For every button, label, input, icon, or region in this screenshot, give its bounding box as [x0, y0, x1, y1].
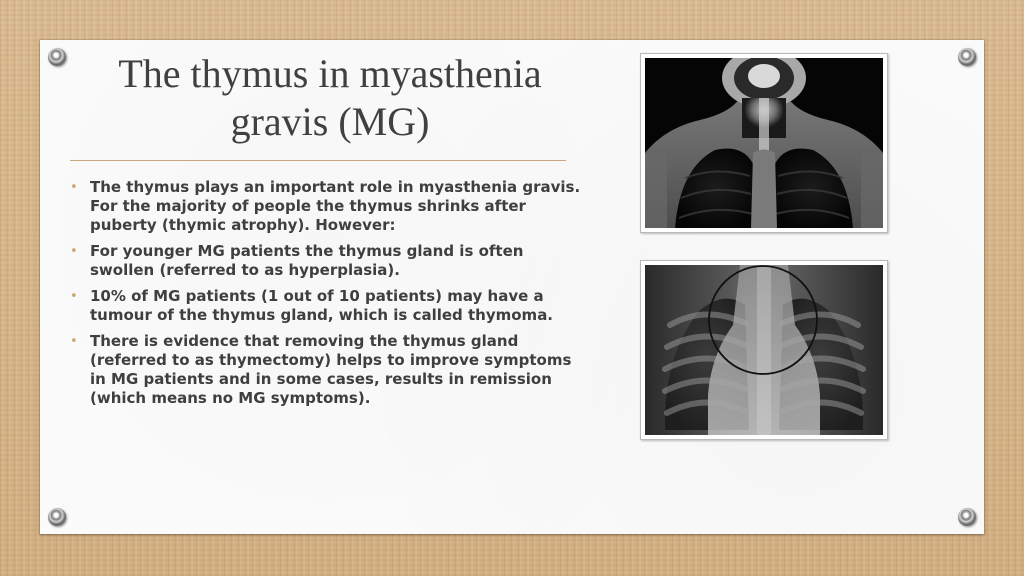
- bullet-list: [70, 178, 590, 415]
- bullet-icon: •: [70, 334, 78, 349]
- bullet-icon: •: [70, 289, 78, 304]
- bullet-text: For younger MG patients the thymus gland is often swollen (referred to as hyperplasia).: [90, 242, 524, 279]
- title-divider: [70, 160, 566, 161]
- bullet-text: 10% of MG patients (1 out of 10 patients) may have a tumour of the thymus gland, which is called thymoma.: [90, 287, 554, 324]
- bullet-item: [70, 287, 590, 325]
- bullet-item: [70, 242, 590, 280]
- bullet-icon: •: [70, 244, 78, 259]
- thumbtack-icon: [48, 508, 66, 526]
- bullet-text: The thymus plays an important role in myasthenia gravis. For the majority of people the thymus shrinks after puberty (thymic atrophy). However:: [90, 178, 581, 234]
- chest-xray-graphic: [645, 265, 883, 435]
- bullet-text: There is evidence that removing the thymus gland (referred to as thymectomy) helps to improve symptoms in MG patients and in some cases, results in remission (which means no MG symptoms).: [90, 332, 572, 407]
- thumbtack-icon: [958, 508, 976, 526]
- mri-scan-image: [640, 53, 888, 233]
- bullet-item: [70, 178, 590, 235]
- chest-xray-image: [640, 260, 888, 440]
- mri-scan-graphic: [645, 58, 883, 228]
- thumbtack-icon: [958, 48, 976, 66]
- thumbtack-icon: [48, 48, 66, 66]
- bullet-icon: •: [70, 180, 78, 195]
- bullet-item: [70, 332, 590, 408]
- slide-title: The thymus in myasthenia gravis (MG): [118, 51, 542, 144]
